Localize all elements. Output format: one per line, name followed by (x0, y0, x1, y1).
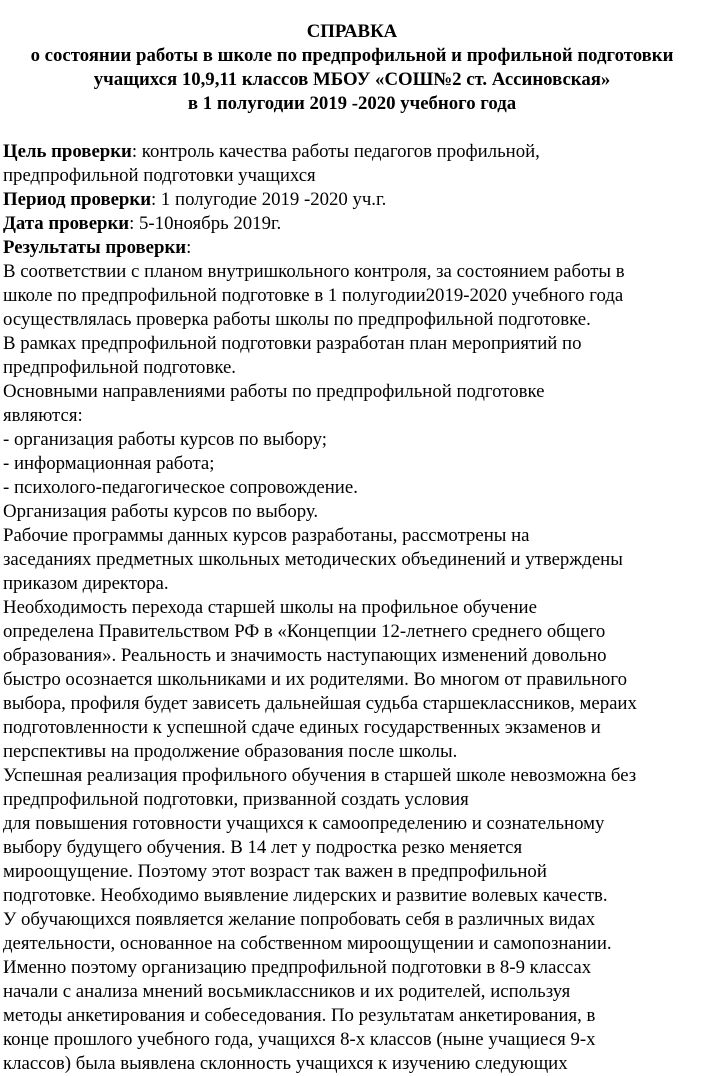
body-line: для повышения готовности учащихся к самоопределению и сознательному (3, 813, 605, 834)
spacer (0, 116, 704, 140)
body-line: перспективы на продолжение образования после школы. (3, 741, 458, 762)
body-line: предпрофильной подготовке. (3, 357, 237, 378)
period-label: Период проверки (3, 189, 152, 210)
goal-label: Цель проверки (3, 141, 132, 162)
date-line (0, 212, 704, 236)
body-line: У обучающихся появляется желание попробовать себя в различных видах (3, 909, 596, 930)
goal-value: : контроль качества работы педагогов профильной, (131, 141, 540, 162)
body-line: заседаниях предметных школьных методических объединений и утверждены (3, 549, 623, 570)
body-line: приказом директора. (3, 573, 169, 594)
body-line: В соответствии с планом внутришкольного контроля, за состоянием работы в (3, 261, 625, 282)
body-line: - организация работы курсов по выбору; (3, 429, 328, 450)
results-line (0, 236, 704, 260)
body-line: Организация работы курсов по выбору. (3, 501, 319, 522)
period-line (0, 188, 704, 212)
title-line-1: о состоянии работы в школе по предпрофильной и профильной подготовки (30, 45, 674, 66)
body-line: Рабочие программы данных курсов разработаны, рассмотрены на (3, 525, 530, 546)
title-line-2: учащихся 10,9,11 классов МБОУ «СОШ№2 ст. Ассиновская» (93, 69, 611, 90)
body-line: методы анкетирования и собеседования. По результатам анкетирования, в (3, 1005, 596, 1026)
body-text (0, 260, 704, 1076)
body-line: - психолого-педагогическое сопровождение. (3, 477, 358, 498)
date-value: : 5-10ноябрь 2019г. (129, 213, 282, 234)
body-line: предпрофильной подготовки, призванной создать условия (3, 789, 469, 810)
body-line: начали с анализа мнений восьмиклассников и их родителей, используя (3, 981, 571, 1002)
body-line: являются: (3, 405, 83, 426)
goal-line (0, 140, 704, 164)
period-value: : 1 полугодие 2019 -2020 уч.г. (151, 189, 387, 210)
body-line: выбора, профиля будет зависеть дальнейшая судьба старшеклассников, мераих (3, 693, 637, 714)
body-line: быстро осознается школьниками и их родителями. Во многом от правильного (3, 669, 628, 690)
body-line: - информационная работа; (3, 453, 215, 474)
body-line: В рамках предпрофильной подготовки разработан план мероприятий по (3, 333, 582, 354)
body-line: подготовке. Необходимо выявление лидерских и развитие волевых качеств. (3, 885, 608, 906)
body-line: Необходимость перехода старшей школы на профильное обучение (3, 597, 537, 618)
body-line: Успешная реализация профильного обучения в старшей школе невозможна без (3, 765, 637, 786)
body-line: мироощущение. Поэтому этот возраст так важен в предпрофильной (3, 861, 547, 882)
body-line: подготовленности к успешной сдаче единых государственных экзаменов и (3, 717, 601, 738)
body-line: определена Правительством РФ в «Концепции 12-летнего среднего общего (3, 621, 606, 642)
goal-line-2: предпрофильной подготовки учащихся (3, 165, 316, 186)
body-line: Основными направлениями работы по предпрофильной подготовке (3, 381, 545, 402)
body-line: школе по предпрофильной подготовке в 1 полугодии2019-2020 учебного года (3, 285, 624, 306)
body-line: осуществлялась проверка работы школы по предпрофильной подготовке. (3, 309, 591, 330)
body-line: образования». Реальность и значимость наступающих изменений довольно (3, 645, 607, 666)
document-page (0, 20, 704, 1076)
body-line: выбору будущего обучения. В 14 лет у подростка резко меняется (3, 837, 523, 858)
body-line: деятельности, основанное на собственном мироощущении и самопознании. (3, 933, 612, 954)
body-line: классов) была выявлена склонность учащихся к изучению следующих (3, 1053, 568, 1074)
body-line: Именно поэтому организацию предпрофильной подготовки в 8-9 классах (3, 957, 592, 978)
document-title: СПРАВКА (306, 21, 398, 42)
results-label: Результаты проверки (3, 237, 187, 258)
date-label: Дата проверки (3, 213, 130, 234)
results-colon: : (186, 237, 192, 258)
body-line: конце прошлого учебного года, учащихся 8-х классов (ныне учащиеся 9-х (3, 1029, 596, 1050)
title-line-3: в 1 полугодии 2019 -2020 учебного года (187, 93, 517, 114)
